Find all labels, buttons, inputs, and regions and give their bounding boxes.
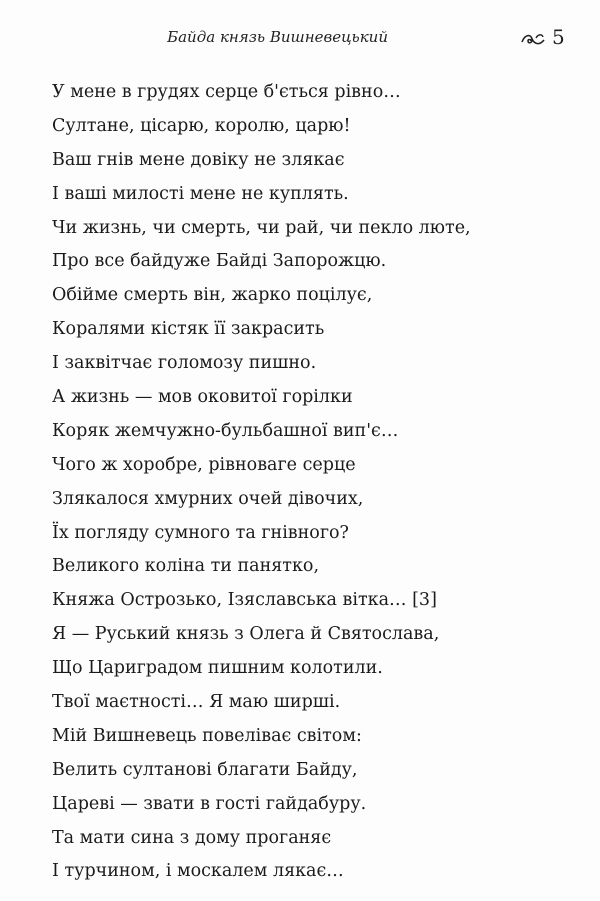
verse-line: Коряк жемчужно-бульбашної вип'є… xyxy=(52,420,399,441)
running-title: Байда князь Вишневецький xyxy=(167,28,388,46)
verse-line: Про все байдуже Байді Запорожцю. xyxy=(52,251,387,272)
verse-line: Цареві — звати в гості гайдабуру. xyxy=(52,793,367,814)
verse-line: Я — Руський князь з Олега й Святослава, xyxy=(52,624,440,645)
verse-line: І ваші милості мене не куплять. xyxy=(52,183,349,204)
verse-line: А жизнь — мов оковитої горілки xyxy=(52,387,353,408)
verse-line: Чи жизнь, чи смерть, чи рай, чи пекло люте, xyxy=(52,217,471,238)
flourish-icon xyxy=(520,30,546,48)
verse-line: Обійме смерть він, жарко поцілує, xyxy=(52,285,373,306)
verse-line: Ваш гнів мене довіку не злякає xyxy=(52,149,345,170)
poem-verse xyxy=(52,76,572,889)
verse-line: Султане, цісарю, королю, царю! xyxy=(52,115,351,136)
verse-line: У мене в грудях серце б'ється рівно… xyxy=(52,82,401,102)
verse-line: Їх погляду сумного та гнівного? xyxy=(52,522,349,543)
verse-line: Злякалося хмурних очей дівочих, xyxy=(52,488,364,509)
verse-line: Великого коліна ти панятко, xyxy=(52,556,320,577)
verse-line: І турчином, і москалем лякає… xyxy=(52,861,344,882)
verse-line: Мій Вишневець повеліває світом: xyxy=(52,725,362,746)
verse-line: Коралями кістяк її закрасить xyxy=(52,319,325,340)
page-number: 5 xyxy=(552,25,565,49)
verse-line: Княжа Острозько, Ізяславська вітка… [3] xyxy=(52,590,437,611)
verse-line: Що Цариградом пишним колотили. xyxy=(52,658,383,679)
verse-line: Чого ж хоробре, рівноваге серце xyxy=(52,454,356,475)
verse-line: Та мати сина з дому проганяє xyxy=(52,827,332,848)
verse-line: Велить султанові благати Байду, xyxy=(52,759,358,780)
verse-line: Твої маєтності… Я маю ширші. xyxy=(52,692,341,713)
verse-line: І заквітчає голомозу пишно. xyxy=(52,353,317,374)
running-head xyxy=(0,25,600,52)
